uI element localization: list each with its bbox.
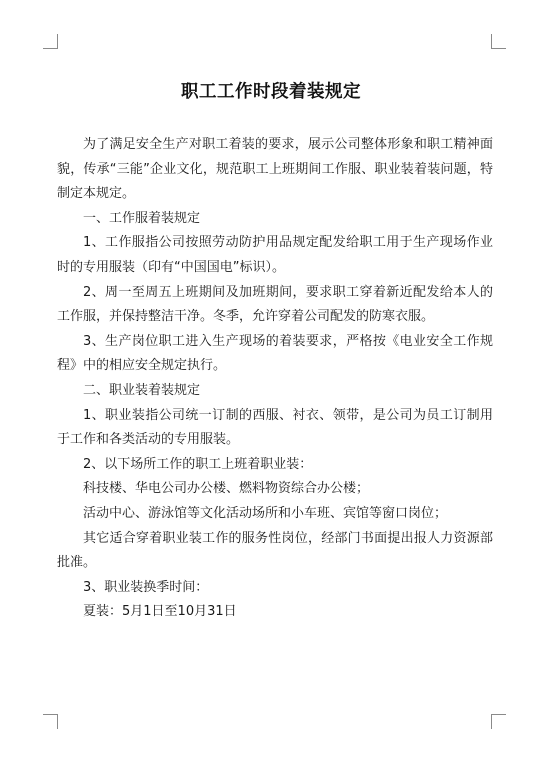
paragraph: 3、职业装换季时间： — [83, 579, 209, 595]
paragraph: 其它适合穿着职业装工作的服务性岗位，经部门书面提出报人力资源部批准。 — [57, 530, 493, 571]
paragraph: 科技楼、华电公司办公楼、燃料物资综合办公楼； — [83, 481, 370, 497]
paragraph: 活动中心、游泳馆等文化活动场所和小车班、宾馆等窗口岗位； — [83, 505, 448, 521]
paragraph: 2、周一至周五上班期间及加班期间，要求职工穿着新近配发给本人的工作服，并保持整洁干净。冬季，允许穿着公司配发的防寒衣服。 — [57, 284, 493, 325]
paragraph: 2、以下场所工作的职工上班着职业装： — [83, 456, 313, 472]
crop-mark-top-right — [491, 34, 506, 49]
section-heading-work-clothes: 一、工作服着装规定 — [83, 210, 201, 226]
crop-mark-bottom-left — [43, 714, 58, 729]
paragraph: 夏装：5月1日至10月31日 — [83, 604, 237, 620]
section-heading-professional-attire: 二、职业装着装规定 — [83, 382, 201, 398]
paragraph: 3、生产岗位职工进入生产现场的着装要求，严格按《电业安全工作规程》中的相应安全规定执行。 — [57, 333, 493, 374]
intro-paragraph: 为了满足安全生产对职工着装的要求，展示公司整体形象和职工精神面貌，传承“三能”企业文化，规范职工上班期间工作服、职业装着装问题，特制定本规定。 — [57, 137, 493, 202]
crop-mark-bottom-right — [491, 714, 506, 729]
paragraph: 1、职业装指公司统一订制的西服、衬衣、领带，是公司为员工订制用于工作和各类活动的专用服装。 — [57, 407, 493, 448]
crop-mark-top-left — [43, 34, 58, 49]
paragraph: 1、工作服指公司按照劳动防护用品规定配发给职工用于生产现场作业时的专用服装（印有“中国国电”标识）。 — [57, 235, 493, 275]
document-body — [57, 133, 493, 625]
document-title: 职工工作时段着装规定 — [181, 82, 361, 102]
